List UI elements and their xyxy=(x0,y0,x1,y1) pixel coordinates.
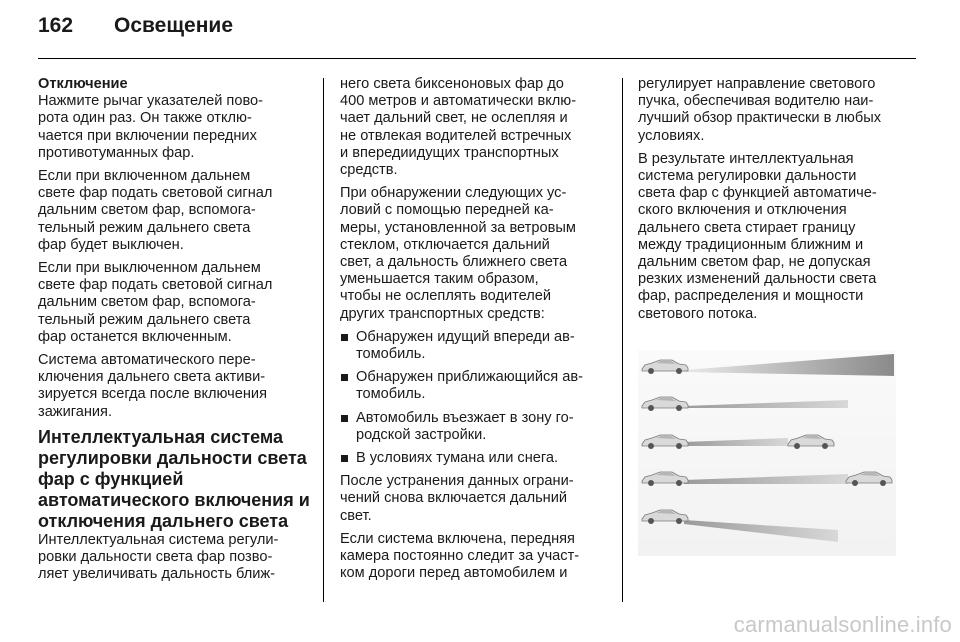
text-line: средств. xyxy=(340,162,398,179)
text-line: светового потока. xyxy=(638,305,758,322)
header-rule xyxy=(38,58,916,59)
text-line: свет, а дальность ближнего света xyxy=(340,254,568,271)
text-line: ловий с помощью передней ка- xyxy=(340,202,554,219)
text-line: ком дороги перед автомобилем и xyxy=(340,565,568,582)
page-title: Освещение xyxy=(114,14,233,37)
paragraph xyxy=(340,76,608,179)
text-line: тельный режим дальнего света xyxy=(38,219,251,236)
text-line: Обнаружен приближающийся ав- xyxy=(356,369,583,386)
text-line: 400 метров и автоматически вклю- xyxy=(340,93,577,110)
text-line: уменьшается таким образом, xyxy=(340,271,539,288)
bullet-square-icon xyxy=(341,455,348,462)
text-line: свете фар подать световой сигнал xyxy=(38,277,273,294)
text-line: пучка, обеспечивая водителю наи- xyxy=(638,93,874,110)
heading-line: фар с функцией xyxy=(38,468,184,489)
text-line: резких изменений дальности света xyxy=(638,271,877,288)
text-line: зируется всегда после включения xyxy=(38,386,267,403)
text-line: томобиль. xyxy=(356,386,426,403)
text-line: ключения дальнего света активи- xyxy=(38,369,266,386)
paragraph xyxy=(340,185,608,323)
paragraph xyxy=(38,260,310,346)
text-line: В условиях тумана или снега. xyxy=(356,450,559,467)
heading-line: регулировки дальности света xyxy=(38,447,307,468)
section-heading xyxy=(38,427,310,532)
text-line: него света биксеноновых фар до xyxy=(340,76,564,92)
text-line: других транспортных средств: xyxy=(340,305,545,322)
bullet-item xyxy=(340,410,608,444)
text-line: ровки дальности света фар позво- xyxy=(38,549,273,566)
heading-line: Интеллектуальная система xyxy=(38,426,283,447)
paragraph xyxy=(340,473,608,525)
text-line: Интеллектуальная система регули- xyxy=(38,531,279,548)
bullet-square-icon xyxy=(341,415,348,422)
text-line: не отвлекая водителей встречных xyxy=(340,127,572,144)
text-line: дальним светом фар, вспомога- xyxy=(38,294,256,311)
column-1 xyxy=(38,76,310,589)
paragraph xyxy=(38,352,310,421)
bullet-item xyxy=(340,369,608,403)
text-line: условиях. xyxy=(638,127,705,144)
text-line: чается при включении передних xyxy=(38,127,257,144)
text-line: Автомобиль въезжает в зону го- xyxy=(356,409,574,426)
bullet-item xyxy=(340,329,608,363)
text-line: свете фар подать световой сигнал xyxy=(38,185,273,202)
bullet-item xyxy=(340,450,608,467)
text-line: дальним светом фар, не допуская xyxy=(638,254,871,271)
headlight-beam-illustration xyxy=(638,350,896,556)
text-line: между традиционным ближним и xyxy=(638,236,864,253)
text-line: Нажмите рычаг указателей пово- xyxy=(38,93,264,110)
heading-line: автоматического включения и xyxy=(38,489,310,510)
text-line: света фар с функцией автоматиче- xyxy=(638,185,877,202)
subheading-disable: Отключение xyxy=(38,76,128,92)
text-line: противотуманных фар. xyxy=(38,144,195,161)
text-line: Если при выключенном дальнем xyxy=(38,260,261,277)
paragraph xyxy=(38,93,310,162)
text-line: В результате интеллектуальная xyxy=(638,150,854,167)
column-3 xyxy=(638,76,910,329)
bullet-square-icon xyxy=(341,374,348,381)
text-line: Если при включенном дальнем xyxy=(38,168,251,185)
paragraph xyxy=(638,76,910,145)
text-line: лучший обзор практически в любых xyxy=(638,110,881,127)
text-line: фар, распределения и мощности xyxy=(638,288,864,305)
text-line: свет. xyxy=(340,507,372,524)
page-header xyxy=(38,14,233,54)
text-line: система регулировки дальности xyxy=(638,168,857,185)
text-line: и впередиидущих транспортных xyxy=(340,144,559,161)
paragraph xyxy=(38,168,310,254)
text-line: Система автоматического пере- xyxy=(38,352,256,369)
column-divider xyxy=(323,78,324,602)
column-divider xyxy=(622,78,623,602)
text-line: фар будет выключен. xyxy=(38,236,184,253)
watermark: carmanualsonline.info xyxy=(733,612,952,637)
text-line: регулирует направление светового xyxy=(638,76,876,92)
text-line: фар останется включенным. xyxy=(38,328,232,345)
text-line: рота один раз. Он также отклю- xyxy=(38,110,252,127)
text-line: чтобы не ослеплять водителей xyxy=(340,288,552,305)
text-line: дальним светом фар, вспомога- xyxy=(38,202,256,219)
text-line: меры, установленной за ветровым xyxy=(340,219,576,236)
bullet-square-icon xyxy=(341,334,348,341)
paragraph xyxy=(38,532,310,584)
column-2 xyxy=(340,76,608,588)
text-line: дальнего света стирает границу xyxy=(638,219,856,236)
text-line: камера постоянно следит за участ- xyxy=(340,548,580,565)
text-line: ского включения и отключения xyxy=(638,202,847,219)
text-line: Если система включена, передняя xyxy=(340,530,575,547)
text-line: родской застройки. xyxy=(356,426,487,443)
heading-line: отключения дальнего света xyxy=(38,510,289,531)
paragraph xyxy=(638,151,910,323)
text-line: чает дальний свет, не ослепляя и xyxy=(340,110,568,127)
text-line: После устранения данных ограни- xyxy=(340,473,574,490)
text-line: чений снова включается дальний xyxy=(340,490,568,507)
text-line: При обнаружении следующих ус- xyxy=(340,185,567,202)
page-number: 162 xyxy=(38,14,74,37)
text-line: зажигания. xyxy=(38,403,113,420)
text-line: Обнаружен идущий впереди ав- xyxy=(356,328,575,345)
text-line: тельный режим дальнего света xyxy=(38,311,251,328)
paragraph xyxy=(340,531,608,583)
text-line: стеклом, отключается дальний xyxy=(340,236,550,253)
illustration-background xyxy=(638,350,896,556)
text-line: томобиль. xyxy=(356,346,426,363)
text-line: ляет увеличивать дальность ближ- xyxy=(38,566,276,583)
